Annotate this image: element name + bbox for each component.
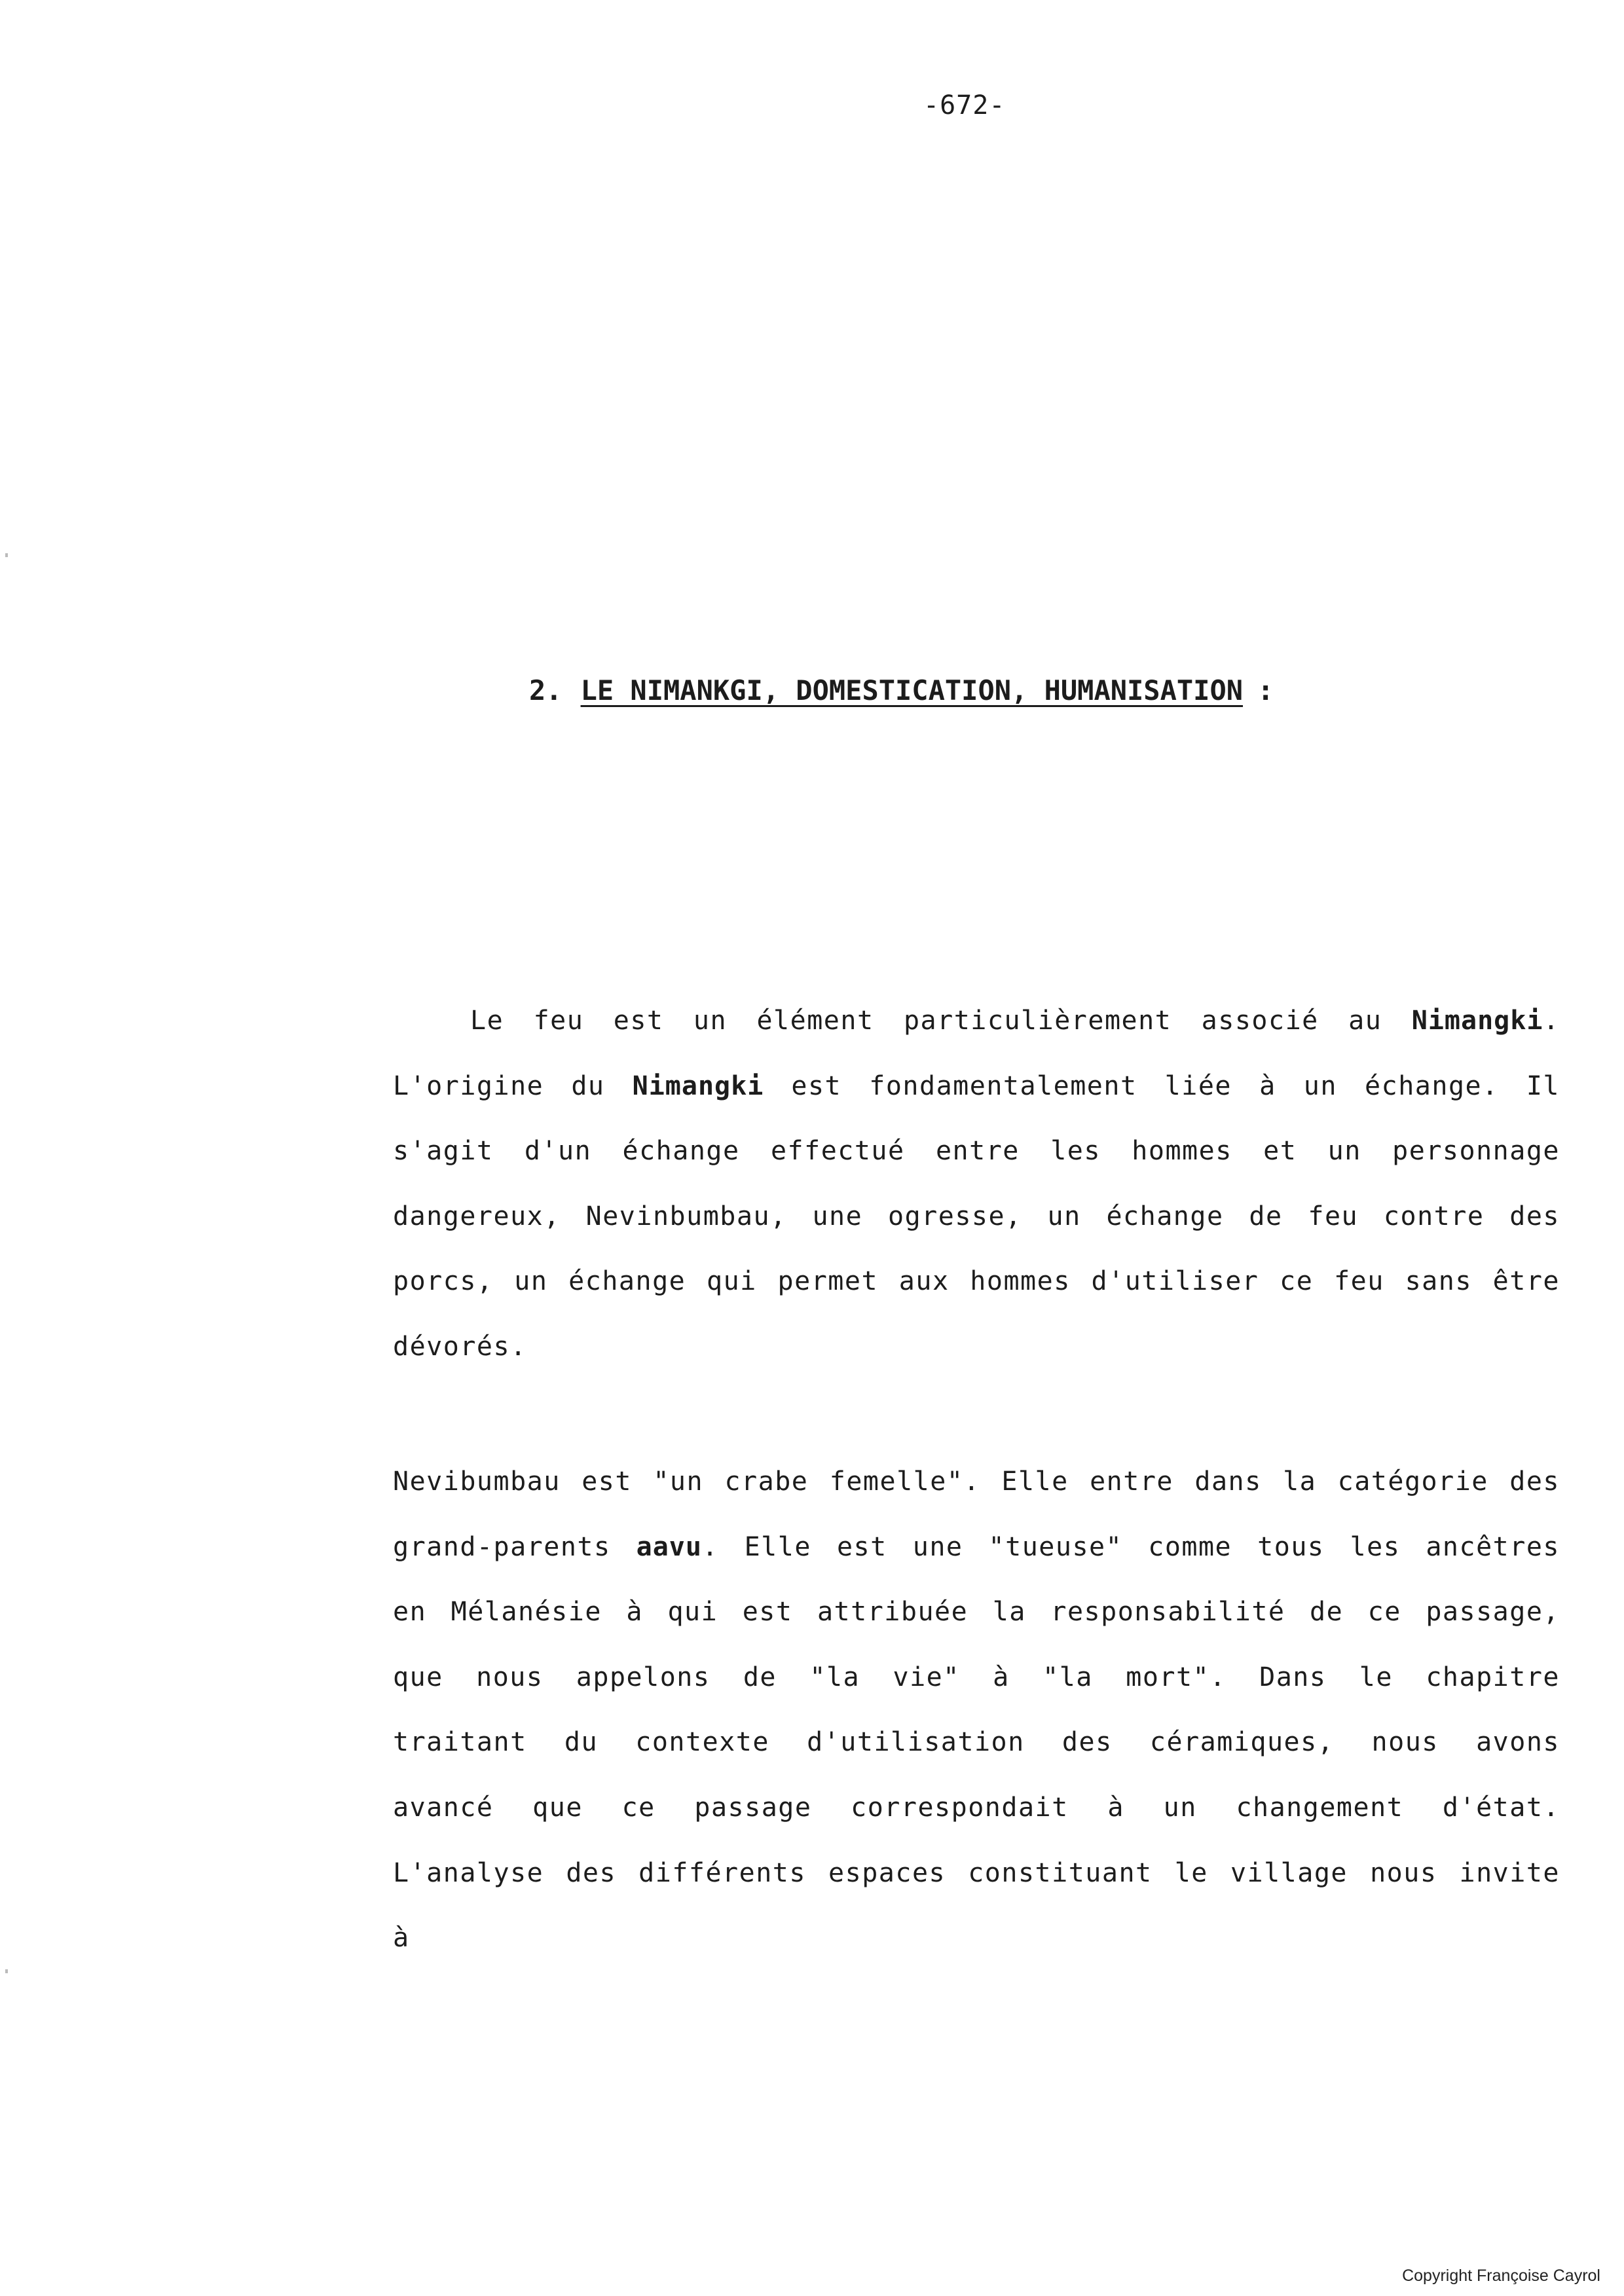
- term-nimangki: Nimangki: [632, 1070, 764, 1101]
- section-number: 2.: [529, 674, 563, 706]
- scan-edge-mark: [5, 1969, 8, 1973]
- paragraph-text: est fondamentalement liée à un échange. Il s'agit d'un échange effectué entre les hommes et un personnage dangereux, Nevinbumbau, une ogresse, un échange de feu contre des porcs, un échange qui permet aux hommes d'utiliser ce feu sans être dévorés.: [393, 1070, 1560, 1362]
- section-colon: :: [1257, 674, 1274, 706]
- scan-edge-mark: [5, 553, 8, 557]
- paragraph-fire-origin: [393, 989, 1560, 1380]
- copyright-notice: Copyright Françoise Cayrol: [1402, 2267, 1600, 2285]
- section-title: LE NIMANKGI, DOMESTICATION, HUMANISATION: [580, 674, 1244, 706]
- paragraph-text: . L'origine du: [393, 1006, 1560, 1101]
- paragraph-nevibumbau: [393, 1449, 1560, 1971]
- term-nimangki: Nimangki: [1411, 1006, 1543, 1036]
- paragraph-text: Le feu est un élément particulièrement associé au: [470, 1006, 1412, 1036]
- page-number: -672-: [923, 90, 1006, 120]
- paragraph-text: . Elle est une "tueuse" comme tous les ancêtres en Mélanésie à qui est attribuée la responsabilité de ce passage, que nous appelons de "la vie" à "la mort". Dans le chapitre traitant du contexte d'utilisation des céramiques, nous avons avancé que ce passage correspondait à un changement d'état. L'analyse des différents espaces constituant le village nous invite à: [393, 1531, 1560, 1954]
- section-heading: [529, 674, 1274, 706]
- term-aavu: aavu: [636, 1531, 702, 1562]
- paragraph-text: Nevibumbau est "un crabe femelle". Elle entre dans la catégorie des grand-parents: [393, 1467, 1560, 1562]
